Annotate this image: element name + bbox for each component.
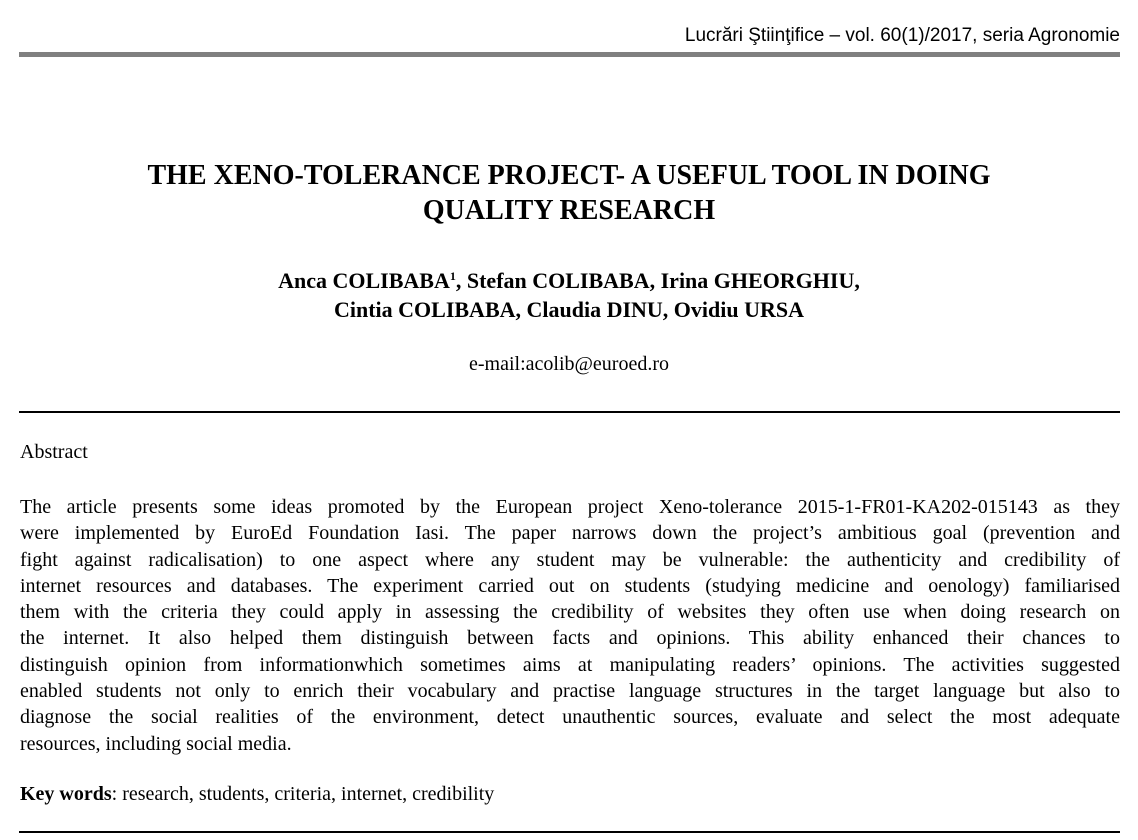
title-line: THE XENO-TOLERANCE PROJECT- A USEFUL TOOL IN DOING — [147, 160, 991, 191]
abstract-line: them with the criteria they could apply in assessing the credibility of websites they often use when doing research on — [20, 601, 1120, 624]
contact-email: e-mail:acolib@euroed.ro — [469, 353, 669, 375]
abstract-line: internet resources and databases. The experiment carried out on students (studying medicine and oenology) familiarised — [20, 574, 1120, 597]
abstract-line: enabled students not only to enrich their vocabulary and practise language structures in the target language but also to — [20, 680, 1120, 703]
affiliation-marker: 1 — [449, 269, 456, 283]
keywords-text: : research, students, criteria, internet, credibility — [111, 783, 495, 805]
abstract-line: fight against radicalisation) to one aspect where any student may be vulnerable: the authenticity and credibility of — [20, 548, 1120, 571]
abstract-line: The article presents some ideas promoted by the European project Xeno-tolerance 2015-1-FR01-KA202-015143 as they — [20, 496, 1120, 518]
abstract-line: the internet. It also helped them distinguish between facts and opinions. This ability enhanced their chances to — [20, 627, 1120, 650]
abstract-line: resources, including social media. — [20, 732, 292, 755]
authors-line-1 — [0, 262, 1138, 295]
abstract-body — [20, 494, 1120, 757]
abstract-line: distinguish opinion from informationwhich sometimes aims at manipulating readers’ opinions. The activities suggested — [20, 653, 1120, 676]
divider-bottom — [19, 831, 1120, 833]
author-list — [0, 262, 1138, 324]
keywords — [20, 783, 494, 806]
authors-rest: , Stefan COLIBABA, Irina GHEORGHIU, — [455, 268, 860, 293]
abstract-line: were implemented by EuroEd Foundation Iasi. The paper narrows down the project’s ambitious goal (prevention and — [20, 522, 1120, 545]
authors-line-2: Cintia COLIBABA, Claudia DINU, Ovidiu URSA — [333, 297, 805, 322]
first-author: Anca COLIBABA — [278, 268, 450, 293]
paper-title — [0, 158, 1138, 228]
abstract-line: diagnose the social realities of the environment, detect unauthentic sources, evaluate and select the most adequate — [20, 706, 1120, 729]
header-divider — [19, 52, 1120, 57]
keywords-label: Key words — [20, 783, 112, 805]
title-line: QUALITY RESEARCH — [422, 195, 716, 226]
journal-header: Lucrări Ştiinţifice – vol. 60(1)/2017, seria Agronomie — [684, 25, 1120, 46]
divider-top — [19, 411, 1120, 413]
abstract-heading: Abstract — [20, 441, 88, 463]
